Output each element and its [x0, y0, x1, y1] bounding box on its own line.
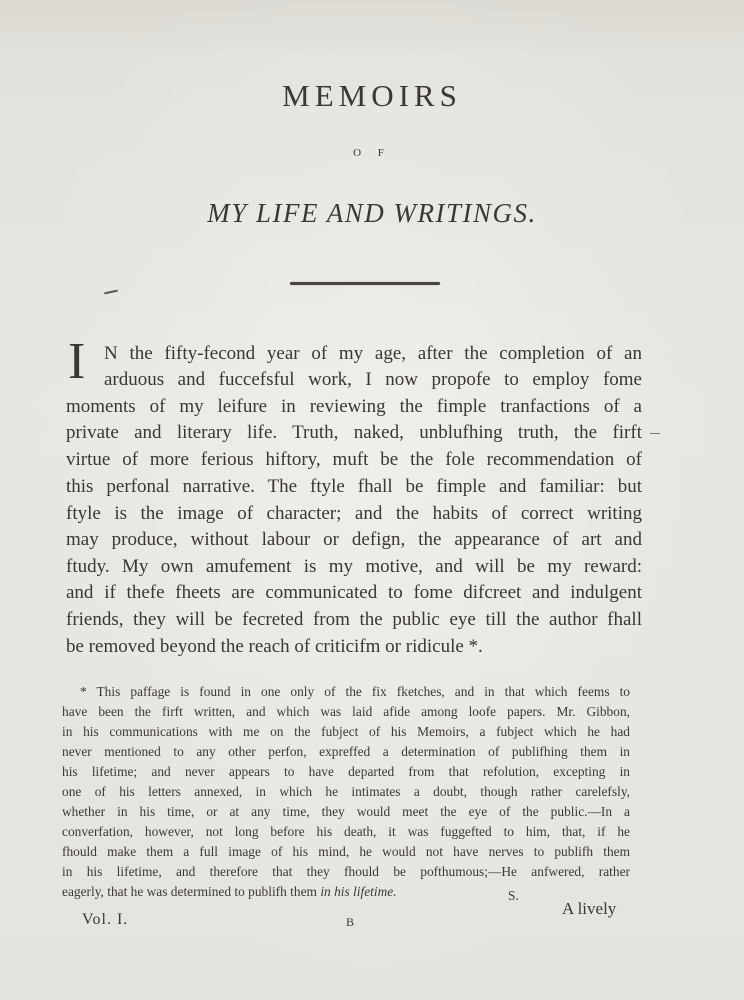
volume-label: Vol. I. [82, 911, 129, 928]
footnote-line-5: his lifetime; and never appears to have departed from that refolution, excepting in [62, 764, 630, 779]
footnote-line-4: never mentioned to any other perfon, expreffed a determination of publifhing them in [62, 744, 630, 759]
footnote-signature: S. [508, 888, 519, 903]
show-through-text-area [0, 0, 744, 60]
title-connector: O F [353, 147, 391, 159]
ink-speck [104, 290, 118, 295]
body-line-10: and if thefe fheets are communicated to fome difcreet and indulgent [66, 582, 642, 603]
footnote-line-1: * This paffage is found in one only of the fix fketches, and in that which feems to [80, 684, 630, 699]
footnote-italic-phrase: in his lifetime. [320, 884, 397, 899]
footnote-last-text: eagerly, that he was determined to publifh them [62, 884, 321, 899]
body-line-12: be removed beyond the reach of criticifm or ridicule *. [66, 636, 483, 657]
body-line-3: moments of my leifure in reviewing the fimple tranfactions of a [66, 396, 642, 417]
signature-mark: B [346, 915, 355, 929]
body-line-9: ftudy. My own amufement is my motive, and will be my reward: [66, 556, 642, 577]
footnote-line-3: in his communications with me on the fubject of his Memoirs, a fubject which he had [62, 724, 630, 739]
catchword: A lively [562, 899, 617, 918]
body-line-7: ftyle is the image of character; and the habits of correct writing [66, 503, 642, 524]
body-line-8: may produce, without labour or defign, the appearance of art and [66, 529, 642, 550]
body-line-1: N the fifty-fecond year of my age, after the completion of an [104, 343, 642, 364]
body-line-6: this perfonal narrative. The ftyle fhall be fimple and familiar: but [66, 476, 642, 497]
footnote-line-11 [62, 884, 630, 900]
page-subtitle: MY LIFE AND WRITINGS. [207, 198, 537, 228]
body-line-4: private and literary life. Truth, naked, unblufhing truth, the firft [66, 422, 642, 443]
page-title: MEMOIRS [282, 78, 462, 113]
body-line-5: virtue of more ferious hiftory, muft be the fole recommendation of [66, 449, 642, 470]
drop-cap: I [68, 333, 86, 390]
body-line-11: friends, they will be fecreted from the public eye till the author fhall [66, 609, 642, 630]
footnote-line-7: whether in his time, or at any time, they would meet the eye of the public.—In a [62, 804, 630, 819]
footnote-line-2: have been the firft written, and which was laid afide among loofe papers. Mr. Gibbon, [62, 704, 630, 719]
footnote-line-9: fhould make them a full image of his mind, he would not have nerves to publifh them [62, 844, 630, 859]
footnote-line-8: converfation, however, not long before his death, it was fuggefted to him, that, if he [62, 824, 630, 839]
body-line-2: arduous and fuccefsful work, I now propofe to employ fome [104, 369, 642, 390]
ornamental-rule [290, 282, 440, 285]
footnote-line-6: one of his letters annexed, in which he intimates a doubt, though rather carelefsly, [62, 784, 630, 799]
footnote-line-10: in his lifetime, and therefore that they fhould be pofthumous;—He anfwered, rather [62, 864, 630, 879]
margin-mark [650, 433, 660, 434]
